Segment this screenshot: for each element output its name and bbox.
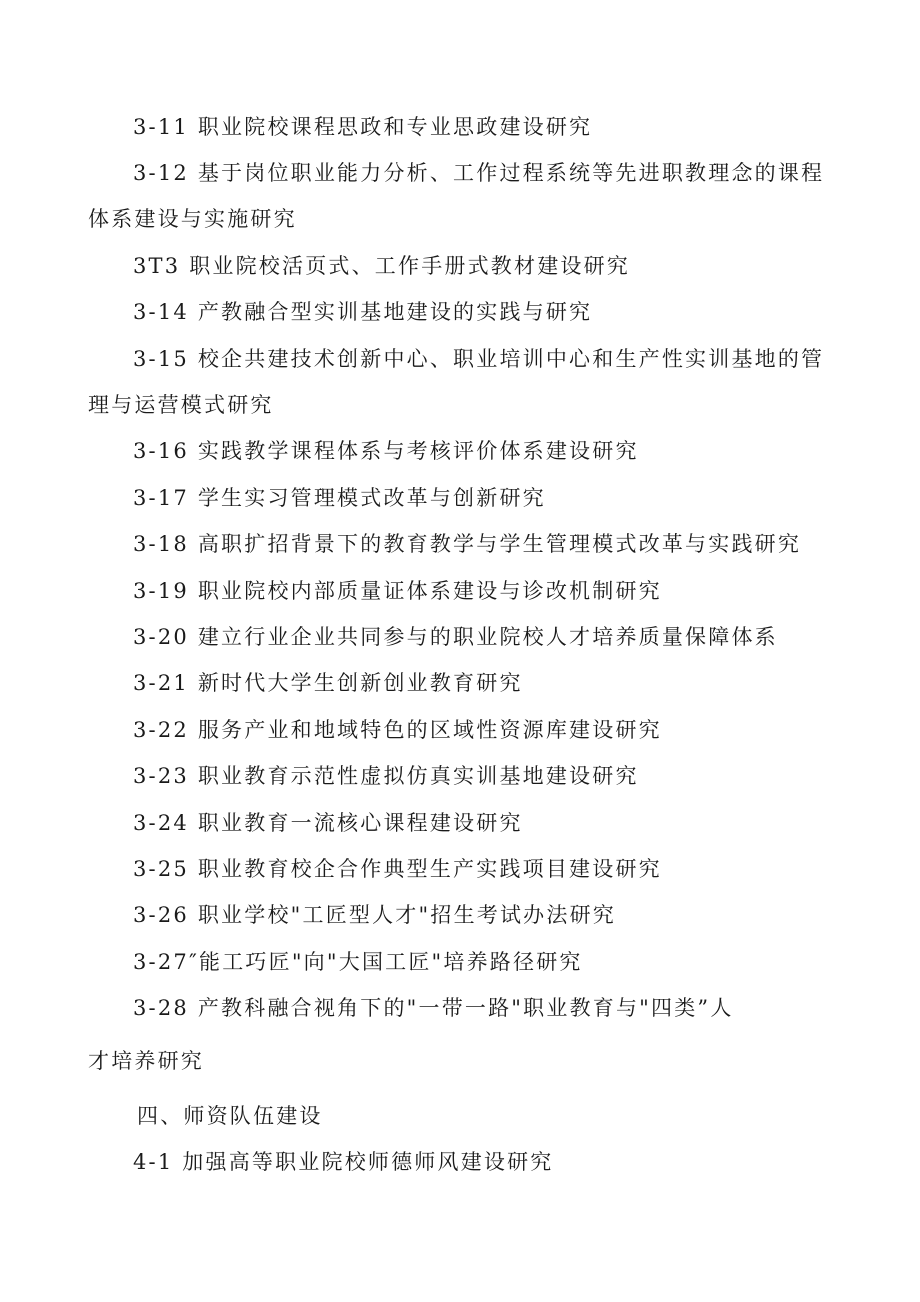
list-item: 4-1 加强高等职业院校师德师风建设研究 xyxy=(133,1150,554,1174)
list-item: 3-27″能工巧匠"向"大国工匠"培养路径研究 xyxy=(133,950,583,974)
list-item: 3-11 职业院校课程思政和专业思政建设研究 xyxy=(133,115,593,139)
list-item: 3-24 职业教育一流核心课程建设研究 xyxy=(133,811,523,835)
list-item: 3-25 职业教育校企合作典型生产实践项目建设研究 xyxy=(133,857,662,881)
list-item: 3-17 学生实习管理模式改革与创新研究 xyxy=(133,486,546,510)
list-item: 3-19 职业院校内部质量证体系建设与诊改机制研究 xyxy=(133,579,662,603)
list-item: 3-15 校企共建技术创新中心、职业培训中心和生产性实训基地的管 xyxy=(133,347,825,371)
list-item: 3-26 职业学校"工匠型人才"招生考试办法研究 xyxy=(133,903,616,927)
list-item-continuation: 才培养研究 xyxy=(88,1049,204,1073)
list-item: 3T3 职业院校活页式、工作手册式教材建设研究 xyxy=(133,254,631,278)
list-item-continuation: 理与运营模式研究 xyxy=(88,393,274,417)
list-item: 3-14 产教融合型实训基地建设的实践与研究 xyxy=(133,300,593,324)
list-item: 3-18 高职扩招背景下的教育教学与学生管理模式改革与实践研究 xyxy=(133,532,802,556)
list-item: 3-21 新时代大学生创新创业教育研究 xyxy=(133,671,523,695)
list-item: 3-12 基于岗位职业能力分析、工作过程系统等先进职教理念的课程 xyxy=(133,161,825,185)
list-item: 3-20 建立行业企业共同参与的职业院校人才培养质量保障体系 xyxy=(133,625,778,649)
list-item-continuation: 体系建设与实施研究 xyxy=(88,207,297,231)
section-heading: 四、师资队伍建设 xyxy=(137,1104,323,1128)
list-item: 3-28 产教科融合视角下的"一带一路"职业教育与"四类”人 xyxy=(133,996,734,1020)
list-item: 3-22 服务产业和地域特色的区域性资源库建设研究 xyxy=(133,718,662,742)
list-item: 3-23 职业教育示范性虚拟仿真实训基地建设研究 xyxy=(133,764,639,788)
list-item: 3-16 实践教学课程体系与考核评价体系建设研究 xyxy=(133,439,639,463)
